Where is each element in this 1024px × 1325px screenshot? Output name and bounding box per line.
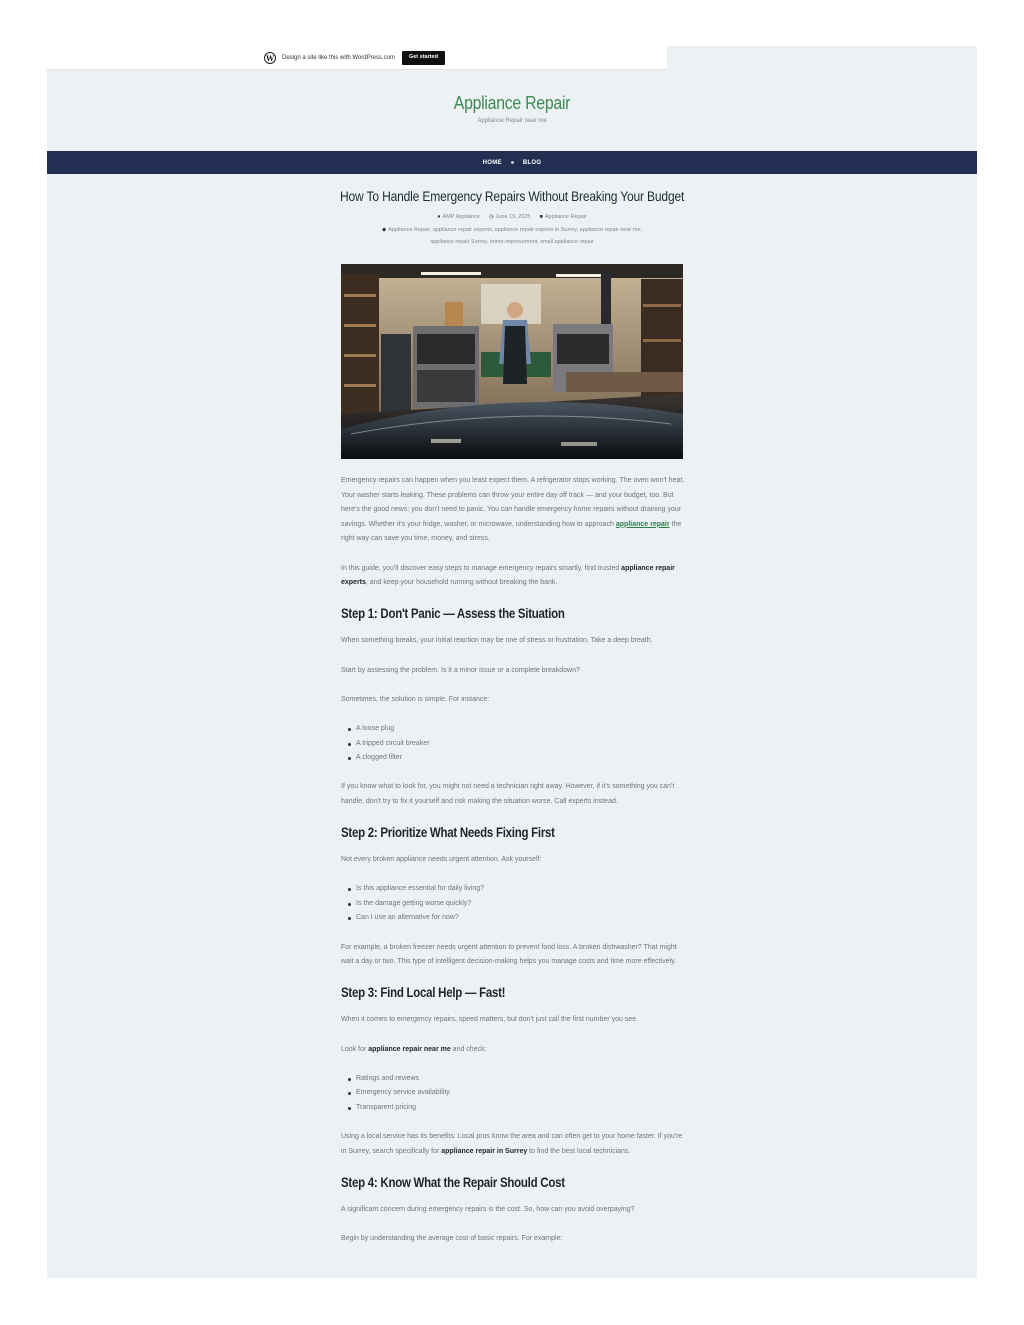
step4-paragraph-1: A significant concern during emergency repairs is the cost. So, how can you avoid overpaying? [341, 1205, 635, 1213]
post-tags [0, 228, 1024, 234]
step3-paragraph-2: Look for appliance repair near me and check: [341, 1045, 487, 1053]
nav-separator [511, 161, 514, 164]
intro-paragraph-2: In this guide, you'll discover easy steps to manage emergency repairs smartly, find trusted appliance repair experts, and keep your household running without breaking the bank. [341, 564, 675, 587]
post-tags-line1[interactable]: Appliance Repair, appliance repair experts, appliance repair experts in Surrey, appliance repair near me, [388, 227, 642, 233]
nav-item-blog[interactable]: BLOG [522, 159, 542, 166]
featured-image [341, 264, 683, 459]
post-content [341, 474, 685, 1261]
step3-heading: Step 3: Find Local Help — Fast! [341, 985, 506, 1001]
site-tagline: Appliance Repair near me [477, 118, 547, 124]
post-date[interactable]: June 19, 2025 [495, 214, 531, 220]
step2-heading: Step 2: Prioritize What Needs Fixing First [341, 825, 555, 841]
wordpress-banner-text[interactable]: Design a site like this with WordPress.com [282, 55, 395, 61]
step1-paragraph-2: Start by assessing the problem. Is it a minor issue or a complete breakdown? [341, 666, 580, 674]
list-item: A loose plug [356, 722, 685, 737]
step2-paragraph-2: For example, a broken freezer needs urgent attention to prevent food loss. A broken dishwasher? That might wait a day or two. This type of intelligent decision-making helps you manage costs and time more effectively. [341, 943, 677, 966]
step4-heading: Step 4: Know What the Repair Should Cost [341, 1174, 565, 1190]
clock-icon: ◷ [488, 214, 494, 220]
step1-heading: Step 1: Don't Panic — Assess the Situation [341, 606, 565, 622]
post-author[interactable]: AMP Appliance [442, 214, 480, 220]
step1-paragraph-1: When something breaks, your initial reaction may be one of stress or frustration. Take a deep breath. [341, 637, 653, 645]
post-title: How To Handle Emergency Repairs Without Breaking Your Budget [339, 188, 685, 204]
wordpress-banner [47, 46, 667, 70]
wordpress-logo-icon[interactable]: W [264, 52, 276, 64]
main-nav [47, 151, 977, 174]
post-tags-line2[interactable]: appliance repair Surrey, home-improvement, small appliance repair [430, 239, 594, 245]
step1-paragraph-3: Sometimes, the solution is simple. For instance: [341, 695, 490, 703]
step3-paragraph-3: Using a local service has its benefits. Local pros know the area and can often get to your home faster. If you're in Surrey, search specifically for appliance repair in Surrey to find the best local technicians. [341, 1133, 683, 1155]
list-item: Is this appliance essential for daily living? [356, 882, 685, 897]
step1-paragraph-4: If you know what to look for, you might not need a technician right away. However, if it's something you can't handle, don't try to fix it yourself and risk making the situation worse. Call experts instead. [341, 783, 675, 805]
list-item: Is the damage getting worse quickly? [356, 897, 685, 912]
appliance-repair-link[interactable]: appliance repair [615, 520, 670, 528]
step1-list [341, 722, 685, 766]
site-title[interactable]: Appliance Repair [453, 93, 571, 113]
list-item: Transparent pricing [356, 1101, 685, 1116]
get-started-button[interactable]: Get started [402, 51, 445, 65]
tag-icon: ◆ [382, 227, 387, 233]
nav-item-home[interactable]: HOME [482, 159, 502, 166]
list-item: Can I use an alternative for now? [356, 911, 685, 926]
step3-paragraph-1: When it comes to emergency repairs, speed matters, but don't just call the first number you see. [341, 1016, 639, 1024]
post-meta [0, 215, 1024, 221]
step4-paragraph-2: Begin by understanding the average cost of basic repairs. For example: [341, 1235, 563, 1243]
list-item: A clogged filter [356, 751, 685, 766]
step3-list [341, 1072, 685, 1116]
list-item: Emergency service availability [356, 1086, 685, 1101]
post-category[interactable]: Appliance Repair [544, 214, 587, 220]
intro-paragraph-1: Emergency repairs can happen when you least expect them. A refrigerator stops working. The oven won't heat. Your washer starts leaking. These problems can throw your entire day off track — and your budget, too. But here's the good news: you don't need to panic. You can handle emergency home repairs without draining your savings. Whether it's your fridge, washer, or microwave, understanding how to approach appliance repair the right way can save you time, money, and stress. [341, 477, 685, 543]
folder-icon: ■ [539, 214, 543, 220]
post-tags-cont [0, 240, 1024, 246]
list-item: A tripped circuit breaker [356, 737, 685, 752]
step2-list [341, 882, 685, 926]
list-item: Ratings and reviews [356, 1072, 685, 1087]
author-icon: ● [437, 214, 441, 220]
step2-paragraph-1: Not every broken appliance needs urgent attention. Ask yourself: [341, 856, 542, 864]
